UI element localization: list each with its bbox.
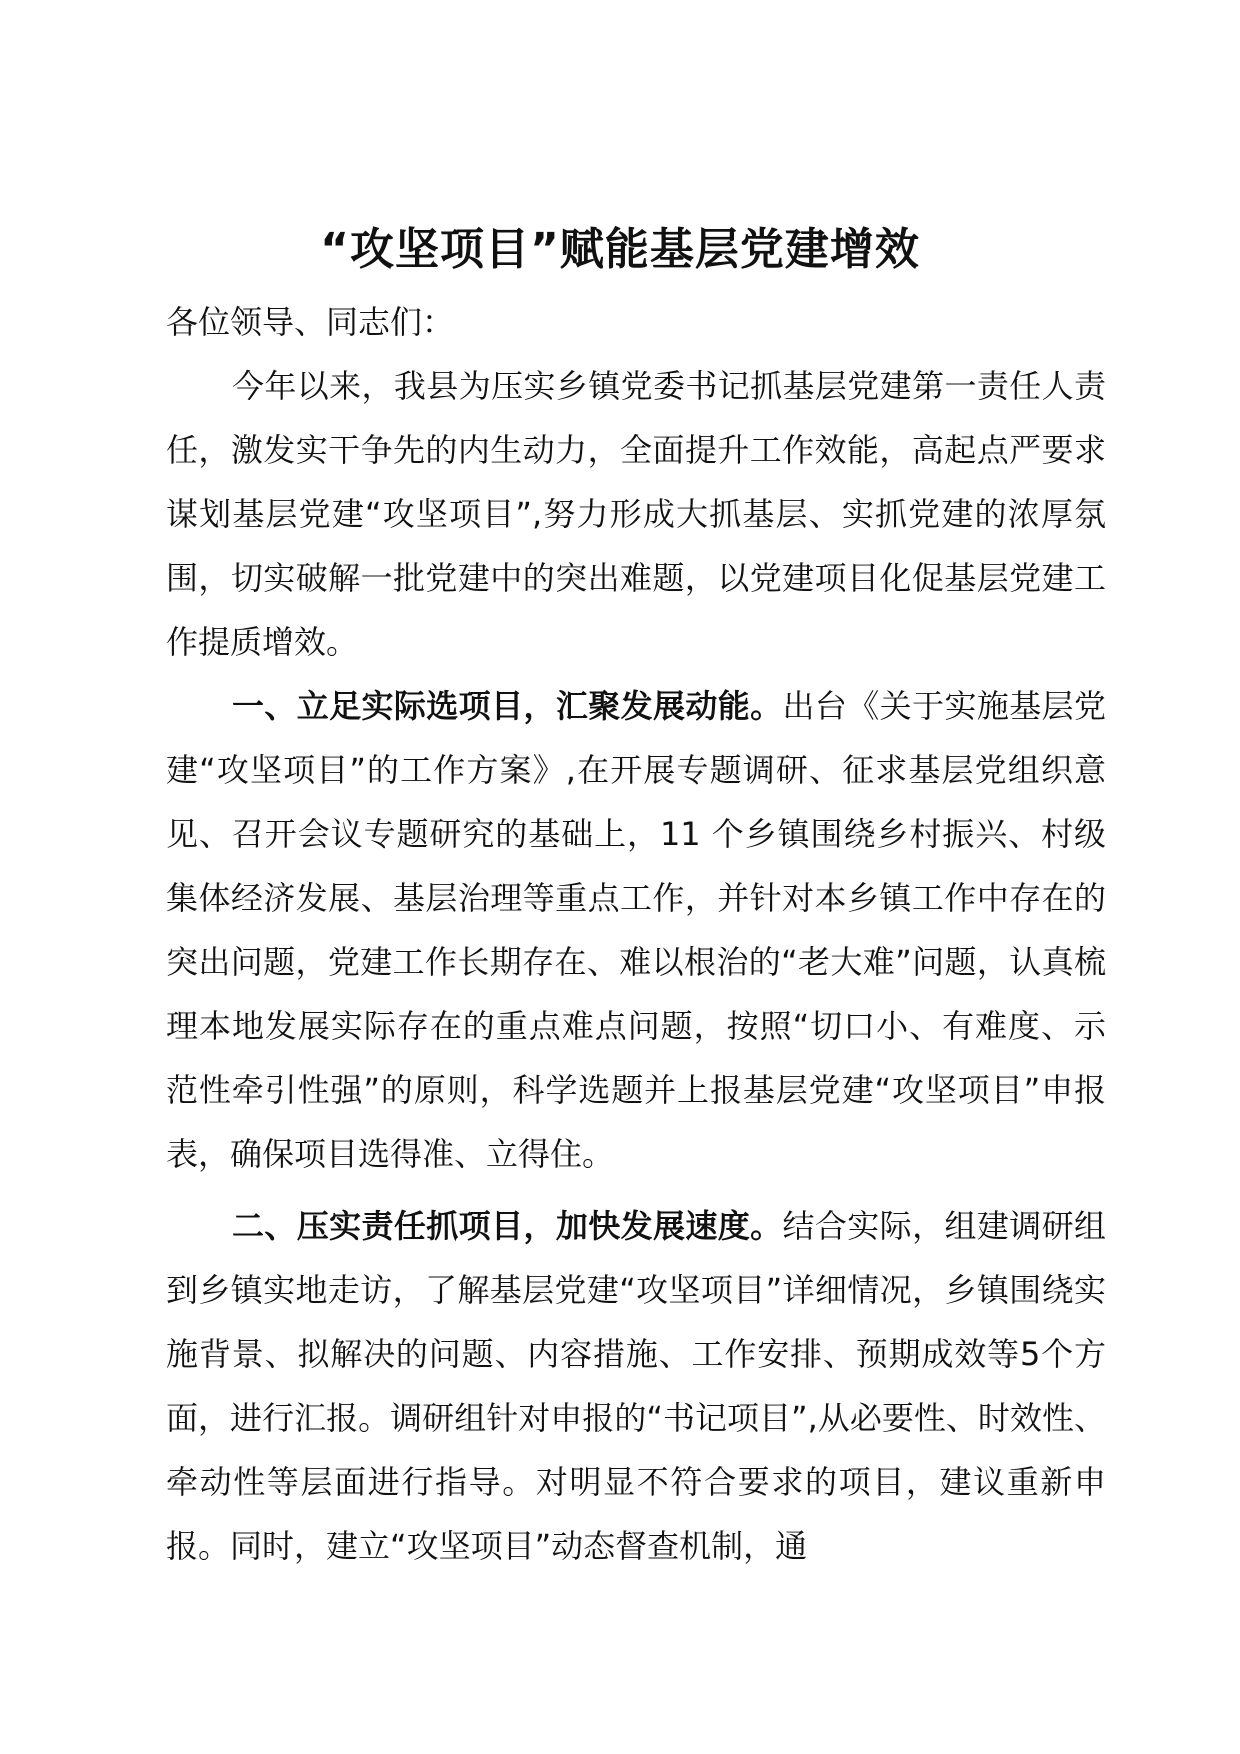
section-heading: 一、立足实际选项目，汇聚发展动能。: [232, 687, 783, 725]
section-body: 结合实际，组建调研组到乡镇实地走访，了解基层党建“攻坚项目”详细情况，乡镇围绕实施背景、拟解决的问题、内容措施、工作安排、预期成效等5个方面，进行汇报。调研组针对申报的“书记项目”,从必要性、时效性、牵动性等层面进行指导。对明显不符合要求的项目，建议重新申报。同时，建立“攻坚项目”动态督查机制，通: [166, 1207, 1106, 1565]
document-body: [166, 290, 1106, 1578]
section-body: 出台《关于实施基层党建“攻坚项目”的工作方案》,在开展专题调研、征求基层党组织意见、召开会议专题研究的基础上，11 个乡镇围绕乡村振兴、村级集体经济发展、基层治理等重点工作，并针对本乡镇工作中存在的突出问题，党建工作长期存在、难以根治的“老大难”问题，认真梳理本地发展实际存在的重点难点问题，按照“切口小、有难度、示范性牵引性强”的原则，科学选题并上报基层党建“攻坚项目”申报表，确保项目选得准、立得住。: [166, 687, 1106, 1173]
section-paragraph: [166, 1194, 1106, 1578]
intro-paragraph: 今年以来，我县为压实乡镇党委书记抓基层党建第一责任人责任，激发实干争先的内生动力，全面提升工作效能，高起点严要求谋划基层党建“攻坚项目”,努力形成大抓基层、实抓党建的浓厚氛围，切实破解一批党建中的突出难题，以党建项目化促基层党建工作提质增效。: [166, 367, 1106, 661]
section-paragraph: [166, 674, 1106, 1186]
salutation: 各位领导、同志们：: [166, 303, 455, 341]
document-title: “攻坚项目”赋能基层党建增效: [320, 224, 920, 275]
section-heading: 二、压实责任抓项目，加快发展速度。: [232, 1207, 783, 1245]
